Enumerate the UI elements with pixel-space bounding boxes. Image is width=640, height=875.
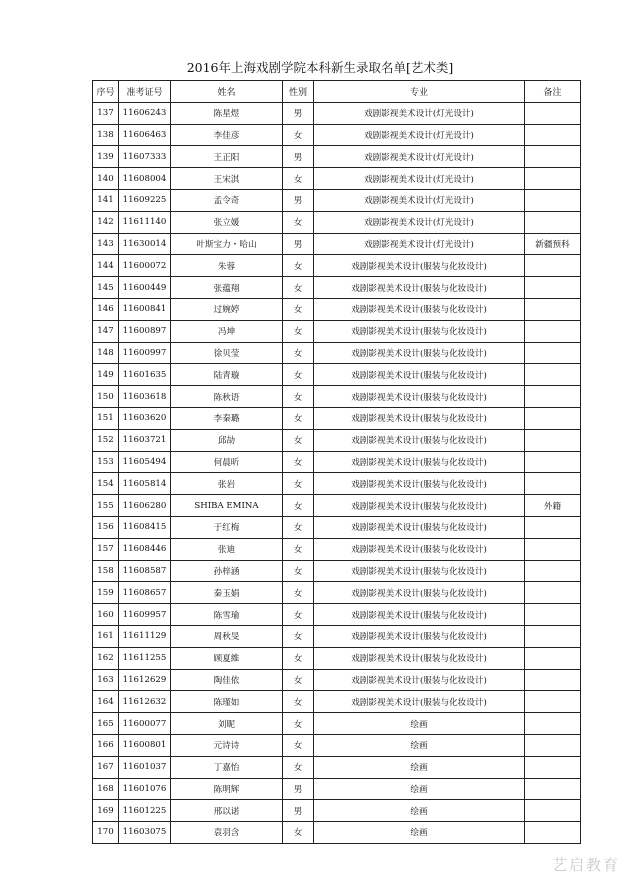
cell-major: 戏剧影视美术设计(服装与化妆设计) — [314, 277, 525, 299]
cell-major: 戏剧影视美术设计(服装与化妆设计) — [314, 320, 525, 342]
cell-exam-id: 11612629 — [119, 669, 171, 691]
cell-note — [525, 364, 581, 386]
cell-major: 戏剧影视美术设计(灯光设计) — [314, 124, 525, 146]
cell-major: 戏剧影视美术设计(服装与化妆设计) — [314, 516, 525, 538]
cell-name: 李秦璐 — [171, 407, 283, 429]
table-row — [93, 146, 581, 168]
cell-major: 戏剧影视美术设计(服装与化妆设计) — [314, 604, 525, 626]
cell-name: 孙梓涵 — [171, 560, 283, 582]
watermark-text: 艺启教育 — [552, 856, 621, 874]
cell-gender: 女 — [283, 495, 314, 517]
cell-exam-id: 11601635 — [119, 364, 171, 386]
cell-name: 邢以诺 — [171, 800, 283, 822]
cell-name: 于红梅 — [171, 516, 283, 538]
cell-exam-id: 11608587 — [119, 560, 171, 582]
cell-note — [525, 102, 581, 124]
cell-major: 绘画 — [314, 822, 525, 844]
cell-name: 陈星煜 — [171, 102, 283, 124]
column-header-gender: 性别 — [283, 81, 314, 103]
cell-note — [525, 822, 581, 844]
cell-major: 戏剧影视美术设计(服装与化妆设计) — [314, 255, 525, 277]
page-title: 2016年上海戏剧学院本科新生录取名单[艺术类] — [186, 60, 454, 75]
cell-no: 154 — [93, 473, 119, 495]
cell-gender: 女 — [283, 320, 314, 342]
cell-note — [525, 189, 581, 211]
table-row — [93, 582, 581, 604]
cell-major: 戏剧影视美术设计(服装与化妆设计) — [314, 364, 525, 386]
cell-gender: 女 — [283, 429, 314, 451]
cell-gender: 男 — [283, 233, 314, 255]
cell-name: 陈秋语 — [171, 386, 283, 408]
cell-note — [525, 255, 581, 277]
cell-name: 秦玉娟 — [171, 582, 283, 604]
cell-no: 168 — [93, 778, 119, 800]
cell-note — [525, 298, 581, 320]
cell-no: 156 — [93, 516, 119, 538]
cell-exam-id: 11612632 — [119, 691, 171, 713]
cell-exam-id: 11611129 — [119, 625, 171, 647]
cell-major: 戏剧影视美术设计(服装与化妆设计) — [314, 495, 525, 517]
table-header-row — [93, 81, 581, 103]
cell-name: 张迪 — [171, 538, 283, 560]
cell-major: 戏剧影视美术设计(服装与化妆设计) — [314, 625, 525, 647]
cell-exam-id: 11600841 — [119, 298, 171, 320]
cell-note — [525, 211, 581, 233]
cell-exam-id: 11600897 — [119, 320, 171, 342]
cell-major: 戏剧影视美术设计(灯光设计) — [314, 168, 525, 190]
cell-name: 张蕴翔 — [171, 277, 283, 299]
cell-major: 戏剧影视美术设计(服装与化妆设计) — [314, 386, 525, 408]
cell-exam-id: 11608446 — [119, 538, 171, 560]
cell-gender: 男 — [283, 800, 314, 822]
cell-no: 139 — [93, 146, 119, 168]
cell-no: 151 — [93, 407, 119, 429]
cell-major: 戏剧影视美术设计(服装与化妆设计) — [314, 691, 525, 713]
cell-gender: 女 — [283, 516, 314, 538]
cell-major: 戏剧影视美术设计(服装与化妆设计) — [314, 647, 525, 669]
table-row — [93, 691, 581, 713]
column-header-major: 专业 — [314, 81, 525, 103]
cell-no: 142 — [93, 211, 119, 233]
cell-note — [525, 800, 581, 822]
cell-major: 戏剧影视美术设计(服装与化妆设计) — [314, 298, 525, 320]
cell-exam-id: 11603620 — [119, 407, 171, 429]
cell-major: 戏剧影视美术设计(服装与化妆设计) — [314, 669, 525, 691]
cell-exam-id: 11609957 — [119, 604, 171, 626]
cell-no: 137 — [93, 102, 119, 124]
cell-note — [525, 320, 581, 342]
cell-name: 过婉婷 — [171, 298, 283, 320]
cell-note: 外籍 — [525, 495, 581, 517]
cell-major: 绘画 — [314, 800, 525, 822]
cell-note — [525, 407, 581, 429]
cell-note — [525, 124, 581, 146]
cell-no: 164 — [93, 691, 119, 713]
cell-major: 绘画 — [314, 713, 525, 735]
cell-major: 戏剧影视美术设计(服装与化妆设计) — [314, 407, 525, 429]
cell-exam-id: 11611255 — [119, 647, 171, 669]
cell-major: 戏剧影视美术设计(灯光设计) — [314, 233, 525, 255]
cell-no: 150 — [93, 386, 119, 408]
cell-major: 戏剧影视美术设计(服装与化妆设计) — [314, 473, 525, 495]
cell-exam-id: 11601225 — [119, 800, 171, 822]
cell-note — [525, 604, 581, 626]
cell-name: 陈雪瑜 — [171, 604, 283, 626]
table-row — [93, 473, 581, 495]
cell-gender: 女 — [283, 473, 314, 495]
cell-name: 徐贝莹 — [171, 342, 283, 364]
cell-gender: 女 — [283, 298, 314, 320]
cell-major: 戏剧影视美术设计(服装与化妆设计) — [314, 538, 525, 560]
table-row — [93, 560, 581, 582]
cell-no: 149 — [93, 364, 119, 386]
cell-name: 丁嘉怡 — [171, 756, 283, 778]
cell-name: 李佳彦 — [171, 124, 283, 146]
cell-exam-id: 11611140 — [119, 211, 171, 233]
cell-name: 元诗诗 — [171, 734, 283, 756]
cell-exam-id: 11603618 — [119, 386, 171, 408]
cell-major: 戏剧影视美术设计(灯光设计) — [314, 211, 525, 233]
cell-no: 144 — [93, 255, 119, 277]
cell-exam-id: 11603075 — [119, 822, 171, 844]
cell-no: 157 — [93, 538, 119, 560]
cell-name: 陆青璇 — [171, 364, 283, 386]
table-row — [93, 669, 581, 691]
cell-no: 169 — [93, 800, 119, 822]
cell-no: 152 — [93, 429, 119, 451]
cell-no: 161 — [93, 625, 119, 647]
cell-name: 刘昵 — [171, 713, 283, 735]
cell-no: 158 — [93, 560, 119, 582]
table-row — [93, 625, 581, 647]
cell-gender: 女 — [283, 691, 314, 713]
cell-gender: 女 — [283, 168, 314, 190]
cell-note: 新疆预科 — [525, 233, 581, 255]
cell-name: 王宋淇 — [171, 168, 283, 190]
cell-name: 顾夏維 — [171, 647, 283, 669]
table-row — [93, 604, 581, 626]
cell-no: 167 — [93, 756, 119, 778]
cell-exam-id: 11630014 — [119, 233, 171, 255]
table-row — [93, 320, 581, 342]
cell-gender: 女 — [283, 211, 314, 233]
cell-name: 王正阳 — [171, 146, 283, 168]
cell-exam-id: 11606463 — [119, 124, 171, 146]
cell-gender: 女 — [283, 713, 314, 735]
cell-gender: 女 — [283, 625, 314, 647]
cell-gender: 女 — [283, 822, 314, 844]
cell-name: 陶佳依 — [171, 669, 283, 691]
cell-name: 张岩 — [171, 473, 283, 495]
cell-major: 绘画 — [314, 778, 525, 800]
cell-gender: 女 — [283, 407, 314, 429]
table-row — [93, 386, 581, 408]
cell-note — [525, 538, 581, 560]
table-row — [93, 298, 581, 320]
cell-exam-id: 11600077 — [119, 713, 171, 735]
cell-gender: 男 — [283, 778, 314, 800]
cell-note — [525, 386, 581, 408]
cell-gender: 男 — [283, 189, 314, 211]
table-row — [93, 211, 581, 233]
cell-note — [525, 168, 581, 190]
cell-note — [525, 342, 581, 364]
cell-gender: 女 — [283, 342, 314, 364]
table-row — [93, 822, 581, 844]
cell-name: 孟令奇 — [171, 189, 283, 211]
cell-note — [525, 647, 581, 669]
table-row — [93, 734, 581, 756]
cell-name: 张立媛 — [171, 211, 283, 233]
cell-gender: 女 — [283, 669, 314, 691]
cell-exam-id: 11607333 — [119, 146, 171, 168]
cell-name: 冯坤 — [171, 320, 283, 342]
cell-name: 袁羽含 — [171, 822, 283, 844]
cell-no: 160 — [93, 604, 119, 626]
table-row — [93, 189, 581, 211]
cell-no: 165 — [93, 713, 119, 735]
cell-exam-id: 11608657 — [119, 582, 171, 604]
cell-gender: 女 — [283, 451, 314, 473]
table-row — [93, 102, 581, 124]
cell-gender: 女 — [283, 734, 314, 756]
cell-note — [525, 146, 581, 168]
cell-no: 153 — [93, 451, 119, 473]
cell-no: 141 — [93, 189, 119, 211]
cell-no: 138 — [93, 124, 119, 146]
cell-note — [525, 778, 581, 800]
cell-exam-id: 11601076 — [119, 778, 171, 800]
cell-no: 170 — [93, 822, 119, 844]
cell-note — [525, 429, 581, 451]
cell-note — [525, 691, 581, 713]
cell-no: 146 — [93, 298, 119, 320]
cell-exam-id: 11605494 — [119, 451, 171, 473]
table-row — [93, 647, 581, 669]
cell-gender: 女 — [283, 538, 314, 560]
cell-name: 何晨昕 — [171, 451, 283, 473]
cell-major: 绘画 — [314, 756, 525, 778]
cell-note — [525, 713, 581, 735]
cell-note — [525, 669, 581, 691]
column-header-no: 序号 — [93, 81, 119, 103]
table-row — [93, 255, 581, 277]
cell-no: 143 — [93, 233, 119, 255]
table-row — [93, 429, 581, 451]
cell-exam-id: 11609225 — [119, 189, 171, 211]
cell-name: SHIBA EMINA — [171, 495, 283, 517]
cell-exam-id: 11608415 — [119, 516, 171, 538]
cell-name: 陈明辉 — [171, 778, 283, 800]
cell-name: 朱蓉 — [171, 255, 283, 277]
cell-exam-id: 11600072 — [119, 255, 171, 277]
cell-note — [525, 734, 581, 756]
column-header-note: 备注 — [525, 81, 581, 103]
cell-gender: 女 — [283, 124, 314, 146]
table-row — [93, 342, 581, 364]
cell-exam-id: 11606243 — [119, 102, 171, 124]
table-row — [93, 277, 581, 299]
cell-major: 戏剧影视美术设计(灯光设计) — [314, 146, 525, 168]
table-row — [93, 124, 581, 146]
cell-name: 邱劼 — [171, 429, 283, 451]
cell-no: 163 — [93, 669, 119, 691]
table-row — [93, 168, 581, 190]
cell-major: 绘画 — [314, 734, 525, 756]
cell-note — [525, 451, 581, 473]
cell-major: 戏剧影视美术设计(服装与化妆设计) — [314, 429, 525, 451]
cell-gender: 女 — [283, 277, 314, 299]
cell-gender: 女 — [283, 255, 314, 277]
cell-exam-id: 11603721 — [119, 429, 171, 451]
table-row — [93, 713, 581, 735]
cell-exam-id: 11600449 — [119, 277, 171, 299]
table-row — [93, 756, 581, 778]
cell-gender: 男 — [283, 102, 314, 124]
cell-note — [525, 756, 581, 778]
cell-name: 周秋旻 — [171, 625, 283, 647]
cell-name: 叶斯宝力・哈山 — [171, 233, 283, 255]
cell-name: 陈瑾如 — [171, 691, 283, 713]
table-row — [93, 364, 581, 386]
cell-no: 159 — [93, 582, 119, 604]
cell-exam-id: 11600997 — [119, 342, 171, 364]
cell-note — [525, 582, 581, 604]
table-row — [93, 800, 581, 822]
cell-no: 166 — [93, 734, 119, 756]
cell-major: 戏剧影视美术设计(服装与化妆设计) — [314, 451, 525, 473]
cell-gender: 女 — [283, 756, 314, 778]
table-row — [93, 778, 581, 800]
cell-gender: 女 — [283, 386, 314, 408]
cell-note — [525, 277, 581, 299]
cell-gender: 女 — [283, 582, 314, 604]
cell-major: 戏剧影视美术设计(灯光设计) — [314, 189, 525, 211]
cell-exam-id: 11606280 — [119, 495, 171, 517]
cell-note — [525, 560, 581, 582]
cell-exam-id: 11601037 — [119, 756, 171, 778]
cell-exam-id: 11608004 — [119, 168, 171, 190]
column-header-exam-id: 准考证号 — [119, 81, 171, 103]
table-row — [93, 451, 581, 473]
cell-note — [525, 473, 581, 495]
cell-no: 147 — [93, 320, 119, 342]
table-row — [93, 233, 581, 255]
cell-no: 140 — [93, 168, 119, 190]
cell-gender: 女 — [283, 560, 314, 582]
cell-no: 148 — [93, 342, 119, 364]
cell-gender: 女 — [283, 647, 314, 669]
table-row — [93, 516, 581, 538]
cell-gender: 男 — [283, 146, 314, 168]
cell-major: 戏剧影视美术设计(服装与化妆设计) — [314, 560, 525, 582]
table-row — [93, 538, 581, 560]
cell-note — [525, 625, 581, 647]
cell-no: 155 — [93, 495, 119, 517]
cell-major: 戏剧影视美术设计(服装与化妆设计) — [314, 582, 525, 604]
table-row — [93, 407, 581, 429]
cell-gender: 女 — [283, 364, 314, 386]
admission-table — [92, 80, 581, 844]
table-row — [93, 495, 581, 517]
cell-major: 戏剧影视美术设计(灯光设计) — [314, 102, 525, 124]
cell-gender: 女 — [283, 604, 314, 626]
cell-no: 162 — [93, 647, 119, 669]
column-header-name: 姓名 — [171, 81, 283, 103]
cell-exam-id: 11605814 — [119, 473, 171, 495]
cell-no: 145 — [93, 277, 119, 299]
cell-major: 戏剧影视美术设计(服装与化妆设计) — [314, 342, 525, 364]
cell-exam-id: 11600801 — [119, 734, 171, 756]
cell-note — [525, 516, 581, 538]
